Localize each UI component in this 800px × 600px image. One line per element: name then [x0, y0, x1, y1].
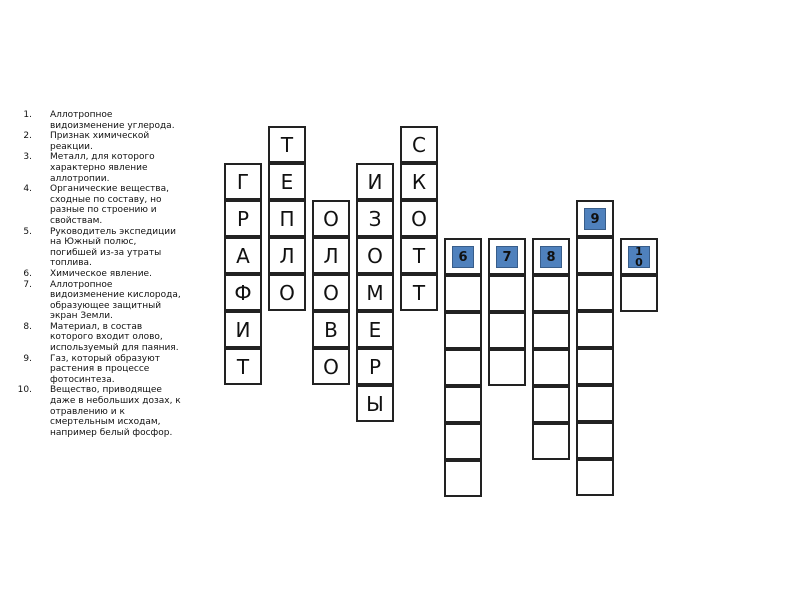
- crossword-cell[interactable]: [576, 274, 614, 311]
- crossword-cell[interactable]: Т: [400, 274, 438, 311]
- crossword-cell[interactable]: П: [268, 200, 306, 237]
- crossword-cell[interactable]: Е: [268, 163, 306, 200]
- crossword-cell[interactable]: Е: [356, 311, 394, 348]
- clue-text: Аллотропное видоизменение углерода.: [50, 110, 175, 131]
- crossword-cell[interactable]: [444, 312, 482, 349]
- clue-list: [6, 110, 184, 438]
- word-number-badge[interactable]: 1 0: [628, 246, 650, 268]
- crossword-cell[interactable]: Т: [400, 237, 438, 274]
- clue-text: Газ, который образуют растения в процессе фотосинтеза.: [50, 353, 160, 385]
- clue-item: [6, 354, 184, 386]
- crossword-cell[interactable]: [444, 460, 482, 497]
- clue-number: 8.: [23, 321, 32, 332]
- crossword-cell[interactable]: Р: [224, 200, 262, 237]
- crossword-cell[interactable]: [532, 312, 570, 349]
- crossword-cell[interactable]: А: [224, 237, 262, 274]
- crossword-cell[interactable]: И: [224, 311, 262, 348]
- crossword-cell[interactable]: М: [356, 274, 394, 311]
- clue-number: 9.: [23, 353, 32, 364]
- word-number-badge[interactable]: 8: [540, 246, 562, 268]
- clue-item: [6, 152, 184, 184]
- crossword-cell[interactable]: О: [356, 237, 394, 274]
- clue-number: 4.: [23, 184, 32, 195]
- crossword-cell[interactable]: [576, 459, 614, 496]
- crossword-cell[interactable]: Т: [268, 126, 306, 163]
- crossword-cell[interactable]: Ы: [356, 385, 394, 422]
- clue-text: Органические вещества, сходные по составу, но разные по строению и свойствам.: [50, 184, 169, 226]
- crossword-cell[interactable]: И: [356, 163, 394, 200]
- clue-item: [6, 131, 184, 152]
- clue-text: Химическое явление.: [50, 268, 152, 279]
- crossword-cell[interactable]: [488, 275, 526, 312]
- clue-item: [6, 269, 184, 280]
- crossword-cell[interactable]: Ф: [224, 274, 262, 311]
- clue-number: 5.: [23, 226, 32, 237]
- crossword-cell[interactable]: Л: [312, 237, 350, 274]
- crossword-cell[interactable]: [444, 349, 482, 386]
- crossword-cell[interactable]: О: [400, 200, 438, 237]
- crossword-cell[interactable]: [444, 386, 482, 423]
- crossword-cell[interactable]: [532, 423, 570, 460]
- crossword-cell[interactable]: О: [312, 348, 350, 385]
- clue-number: 1.: [23, 110, 32, 120]
- crossword-cell[interactable]: О: [312, 200, 350, 237]
- clue-item: [6, 227, 184, 269]
- crossword-cell[interactable]: [444, 275, 482, 312]
- clue-text: Руководитель экспедиции на Южный полюс, погибшей из-за утраты топлива.: [50, 226, 176, 269]
- crossword-cell[interactable]: О: [312, 274, 350, 311]
- clue-number: 3.: [23, 152, 32, 163]
- crossword-cell[interactable]: [576, 311, 614, 348]
- word-number-badge[interactable]: 7: [496, 246, 518, 268]
- word-number-badge[interactable]: 9: [584, 208, 606, 230]
- crossword-cell[interactable]: В: [312, 311, 350, 348]
- clue-number: 2.: [23, 131, 32, 142]
- crossword-cell[interactable]: О: [268, 274, 306, 311]
- clue-text: Вещество, приводящее даже в небольших дозах, к отравлению и к смертельным исходам, например белый фосфор.: [50, 385, 181, 438]
- clue-number: 10.: [17, 385, 32, 396]
- crossword-cell[interactable]: [488, 312, 526, 349]
- clue-item: [6, 110, 184, 131]
- crossword-cell[interactable]: [444, 423, 482, 460]
- crossword-cell[interactable]: С: [400, 126, 438, 163]
- clue-text: Материал, в состав которого входит олово, используемый для паяния.: [50, 321, 179, 354]
- crossword-cell[interactable]: Г: [224, 163, 262, 200]
- crossword-cell[interactable]: К: [400, 163, 438, 200]
- crossword-cell[interactable]: [532, 349, 570, 386]
- crossword-cell[interactable]: [488, 349, 526, 386]
- word-number-badge[interactable]: 6: [452, 246, 474, 268]
- crossword-cell[interactable]: Р: [356, 348, 394, 385]
- clue-text: Признак химической реакции.: [50, 131, 150, 152]
- crossword-cell[interactable]: [576, 385, 614, 422]
- crossword-cell[interactable]: [576, 237, 614, 274]
- crossword-cell[interactable]: З: [356, 200, 394, 237]
- crossword-cell[interactable]: [532, 275, 570, 312]
- crossword-cell[interactable]: [620, 275, 658, 312]
- clue-number: 7.: [23, 279, 32, 290]
- clue-text: Аллотропное видоизменение кислорода, образующее защитный экран Земли.: [50, 279, 181, 322]
- clue-text: Металл, для которого характерно явление аллотропии.: [50, 152, 155, 184]
- crossword-cell[interactable]: [576, 422, 614, 459]
- crossword-cell[interactable]: Т: [224, 348, 262, 385]
- clue-number: 6.: [23, 268, 32, 279]
- clue-item: [6, 385, 184, 438]
- clue-item: [6, 184, 184, 226]
- crossword-cell[interactable]: Л: [268, 237, 306, 274]
- crossword-cell[interactable]: [532, 386, 570, 423]
- clue-item: [6, 322, 184, 354]
- clue-item: [6, 280, 184, 322]
- crossword-cell[interactable]: [576, 348, 614, 385]
